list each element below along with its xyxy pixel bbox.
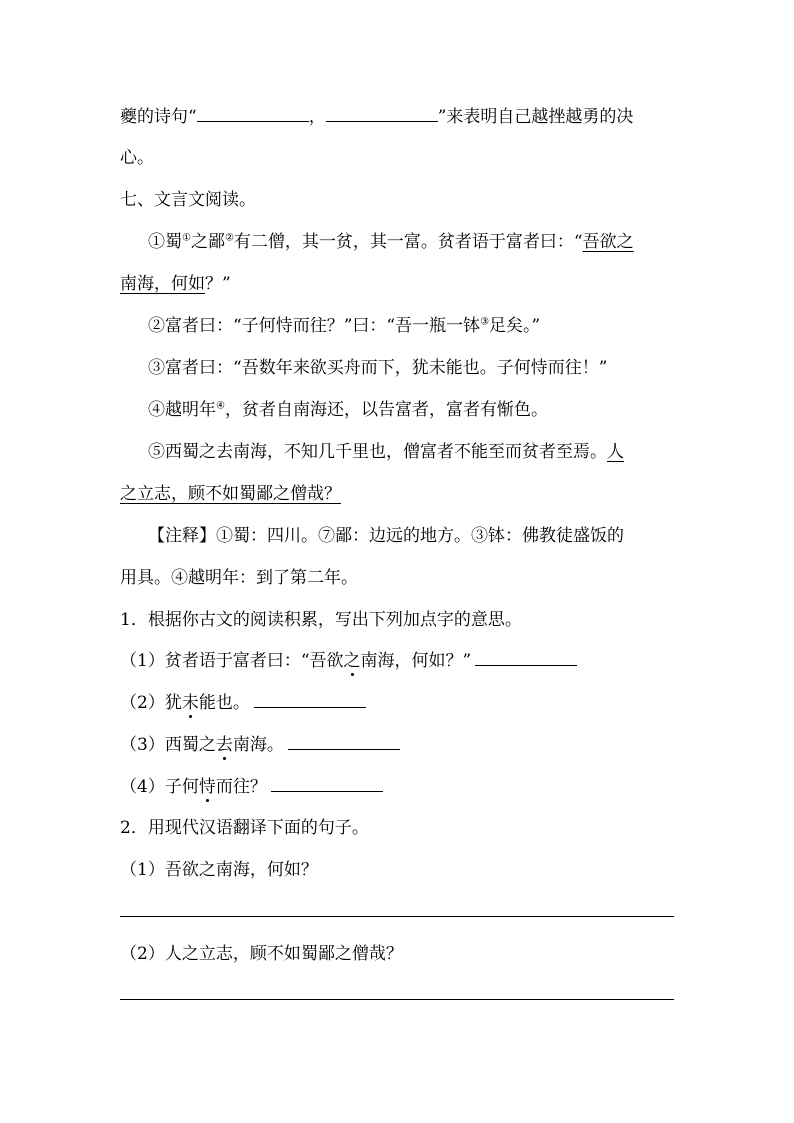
question-1-item-4 bbox=[120, 774, 383, 799]
q1-i1-text-2: 南海，何如？” bbox=[360, 651, 472, 671]
p1-underlined-1: 吾欲之 bbox=[582, 232, 634, 252]
p1-start: ①蜀 bbox=[148, 232, 182, 252]
passage-paragraph-1 bbox=[148, 230, 634, 254]
notes-line-1: 【注释】①蜀：四川。⑦鄙：边远的地方。③钵：佛教徒盛饭的 bbox=[148, 526, 624, 546]
q1-i3-dotted-char: 去 bbox=[215, 735, 233, 755]
p5-underlined-1: 人 bbox=[607, 442, 624, 462]
q1-i2-text-1: （2）犹 bbox=[120, 693, 182, 713]
footnote-marker-1: ① bbox=[182, 232, 191, 244]
p5-underlined-2: 之立志，顾不如蜀鄙之僧哉？ bbox=[120, 484, 341, 504]
q1-i4-text-2: 而往？ bbox=[215, 777, 267, 797]
question-2-item-2: （2）人之立志，顾不如蜀鄙之僧哉？ bbox=[120, 944, 403, 964]
intro-suffix: ”来表明自己越挫越勇的决 bbox=[437, 107, 634, 127]
passage-paragraph-5 bbox=[148, 440, 624, 464]
q1-i2-text-2: 能也。 bbox=[198, 693, 250, 713]
poem-blank-2[interactable] bbox=[326, 104, 438, 122]
intro-continuation: 心。 bbox=[120, 148, 154, 168]
q1-i4-text-1: （4）子何 bbox=[120, 777, 199, 797]
p5-text-1: ⑤西蜀之去南海，不知几千里也，僧富者不能至而贫者至焉。 bbox=[148, 442, 607, 462]
question-1-item-2 bbox=[120, 690, 366, 715]
q1-i2-answer-blank[interactable] bbox=[254, 690, 366, 708]
footnote-marker-2: ② bbox=[224, 232, 234, 244]
passage-paragraph-5-cont bbox=[120, 482, 341, 506]
passage-paragraph-2 bbox=[148, 314, 540, 338]
intro-line bbox=[120, 104, 633, 129]
q1-i1-dotted-char: 之 bbox=[343, 651, 361, 671]
p2-text-1: ②富者曰：“子何恃而往？”曰：“吾一瓶一钵 bbox=[148, 316, 481, 336]
question-1-title: 1．根据你古文的阅读积累，写出下列加点字的意思。 bbox=[120, 610, 522, 630]
question-1-item-3 bbox=[120, 732, 400, 757]
q2-i1-answer-line[interactable] bbox=[120, 916, 674, 917]
q1-i1-answer-blank[interactable] bbox=[475, 648, 577, 666]
q2-i2-answer-line[interactable] bbox=[120, 999, 674, 1000]
question-1-item-1 bbox=[120, 648, 577, 673]
intro-comma: ， bbox=[308, 107, 326, 127]
intro-prefix: 夔的诗句“ bbox=[120, 107, 197, 127]
p1-text-1: 之鄙 bbox=[190, 232, 225, 252]
footnote-marker-3: ③ bbox=[480, 316, 490, 328]
passage-paragraph-4 bbox=[148, 398, 548, 422]
p1-text-2: 有二僧，其一贫，其一富。贫者语于富者曰：“ bbox=[233, 232, 583, 252]
question-2-title: 2．用现代汉语翻译下面的句子。 bbox=[120, 818, 369, 838]
q1-i3-text-2: 南海。 bbox=[232, 735, 284, 755]
p1-underlined-2: 南海，何如 bbox=[120, 274, 205, 294]
footnote-marker-4: ④ bbox=[216, 400, 225, 412]
q1-i3-answer-blank[interactable] bbox=[288, 732, 400, 750]
p4-text-1: ④越明年 bbox=[148, 400, 216, 420]
question-2-item-1: （1）吾欲之南海，何如？ bbox=[120, 860, 318, 880]
notes-line-2: 用具。④越明年：到了第二年。 bbox=[120, 568, 358, 588]
poem-blank-1[interactable] bbox=[197, 104, 309, 122]
q1-i3-text-1: （3）西蜀之 bbox=[120, 735, 216, 755]
passage-paragraph-1-cont bbox=[120, 272, 231, 296]
q1-i1-text-1: （1）贫者语于富者曰：“吾欲 bbox=[120, 651, 344, 671]
passage-paragraph-3: ③富者曰：“吾数年来欲买舟而下，犹未能也。子何恃而往！” bbox=[148, 358, 608, 378]
q1-i2-dotted-char: 未 bbox=[181, 693, 199, 713]
q1-i4-dotted-char: 恃 bbox=[198, 777, 216, 797]
p4-text-2: ，贫者自南海还，以告富者，富者有惭色。 bbox=[224, 400, 548, 420]
p1-text-3: ？” bbox=[205, 274, 231, 294]
p2-text-2: 足矣。” bbox=[489, 316, 541, 336]
q1-i4-answer-blank[interactable] bbox=[271, 774, 383, 792]
section-title: 七、文言文阅读。 bbox=[120, 190, 256, 210]
